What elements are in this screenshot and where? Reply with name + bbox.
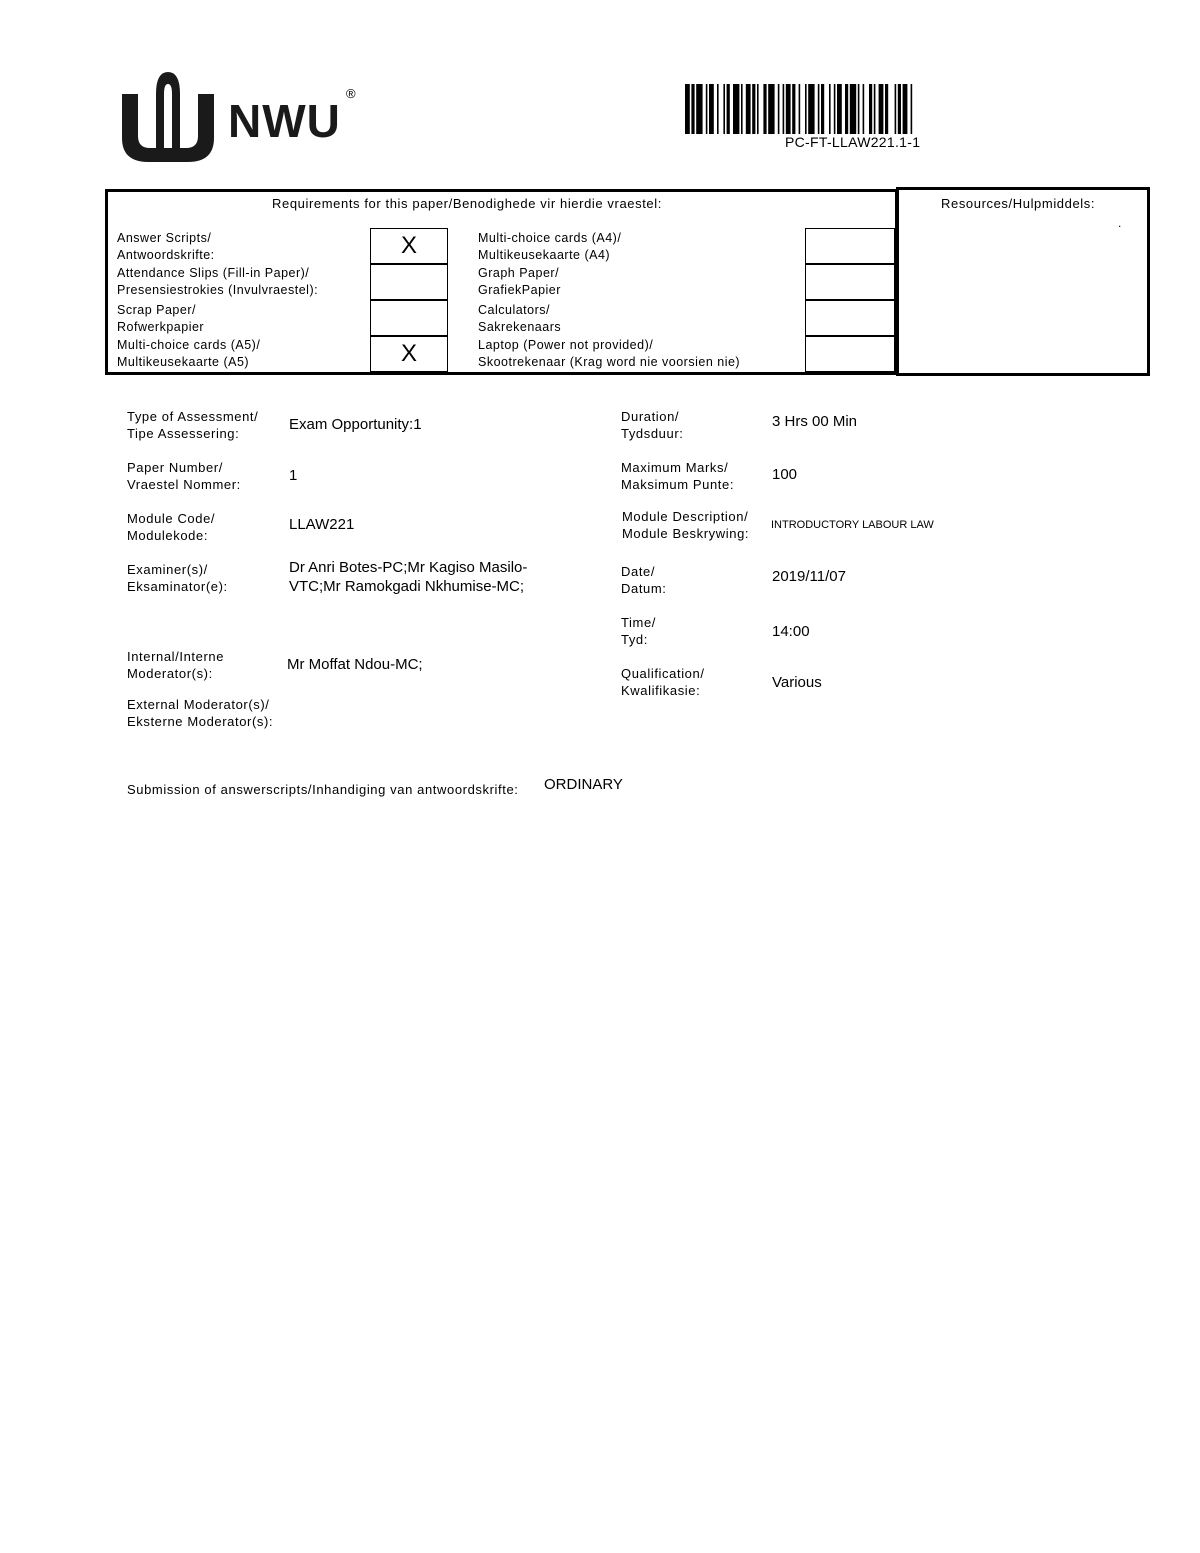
req-graph-paper-checkbox[interactable] — [805, 264, 895, 300]
type-of-assessment-value: Exam Opportunity:1 — [289, 416, 422, 433]
req-scrap-paper-checkbox[interactable] — [370, 300, 448, 336]
req-mc-a4-label: Multi-choice cards (A4)/ Multikeusekaarte (A4) — [478, 231, 622, 262]
date-label: Date/ Datum: — [621, 564, 667, 596]
nwu-logo-mark-icon — [118, 68, 218, 166]
req-laptop-checkbox[interactable] — [805, 336, 895, 372]
time-value: 14:00 — [772, 623, 810, 640]
req-mc-a5-label: Multi-choice cards (A5)/ Multikeusekaarte (A5) — [117, 338, 261, 369]
submission-label: Submission of answerscripts/Inhandiging van antwoordskrifte: — [127, 782, 519, 797]
paper-number-value: 1 — [289, 467, 298, 484]
module-code-value: LLAW221 — [289, 516, 355, 533]
submission-value: ORDINARY — [544, 776, 623, 793]
req-graph-paper-label: Graph Paper/ GrafiekPapier — [478, 266, 561, 297]
external-moderator-label: External Moderator(s)/ Eksterne Moderator(s): — [127, 697, 274, 729]
duration-label: Duration/ Tydsduur: — [621, 409, 684, 441]
nwu-logo — [118, 68, 368, 168]
time-label: Time/ Tyd: — [621, 615, 657, 647]
paper-number-label: Paper Number/ Vraestel Nommer: — [127, 460, 241, 492]
req-answer-scripts-label: Answer Scripts/ Antwoordskrifte: — [117, 231, 215, 262]
internal-moderator-value: Mr Moffat Ndou-MC; — [287, 656, 423, 673]
maximum-marks-label: Maximum Marks/ Maksimum Punte: — [621, 460, 735, 492]
req-laptop-label: Laptop (Power not provided)/ Skootrekenaar (Krag word nie voorsien nie) — [478, 338, 741, 369]
module-code-label: Module Code/ Modulekode: — [127, 511, 216, 543]
maximum-marks-value: 100 — [772, 466, 798, 483]
req-calculators-checkbox[interactable] — [805, 300, 895, 336]
requirements-title: Requirements for this paper/Benodighede vir hierdie vraestel: — [272, 196, 662, 211]
req-calculators-label: Calculators/ Sakrekenaars — [478, 303, 562, 334]
duration-value: 3 Hrs 00 Min — [772, 413, 858, 430]
req-attendance-slips-label: Attendance Slips (Fill-in Paper)/ Presensiestrokies (Invulvraestel): — [117, 266, 319, 297]
req-attendance-slips-checkbox[interactable] — [370, 264, 448, 300]
barcode-icon — [685, 84, 1035, 134]
examiners-label: Examiner(s)/ Eksaminator(e): — [127, 562, 228, 594]
type-of-assessment-label: Type of Assessment/ Tipe Assessering: — [127, 409, 259, 441]
module-description-label: Module Description/ Module Beskrywing: — [622, 509, 750, 541]
date-value: 2019/11/07 — [772, 568, 846, 585]
req-answer-scripts-checkbox[interactable]: X — [370, 228, 448, 264]
logo-text: NWU — [228, 95, 341, 147]
qualification-value: Various — [772, 674, 822, 691]
qualification-label: Qualification/ Kwalifikasie: — [621, 666, 705, 698]
resources-box — [896, 187, 1150, 376]
module-description-value: INTRODUCTORY LABOUR LAW — [771, 519, 934, 531]
req-mc-a4-checkbox[interactable] — [805, 228, 895, 264]
barcode-code: PC-FT-LLAW221.1-1 — [785, 134, 921, 150]
req-scrap-paper-label: Scrap Paper/ Rofwerkpapier — [117, 303, 205, 334]
req-mc-a5-checkbox[interactable]: X — [370, 336, 448, 372]
resources-title: Resources/Hulpmiddels: — [941, 196, 1096, 211]
internal-moderator-label: Internal/Interne Moderator(s): — [127, 649, 225, 681]
examiners-value: Dr Anri Botes-PC;Mr Kagiso Masilo- VTC;Mr Ramokgadi Nkhumise-MC; — [289, 559, 528, 595]
registered-mark: ® — [346, 86, 356, 101]
resources-mark: . — [1118, 216, 1122, 230]
